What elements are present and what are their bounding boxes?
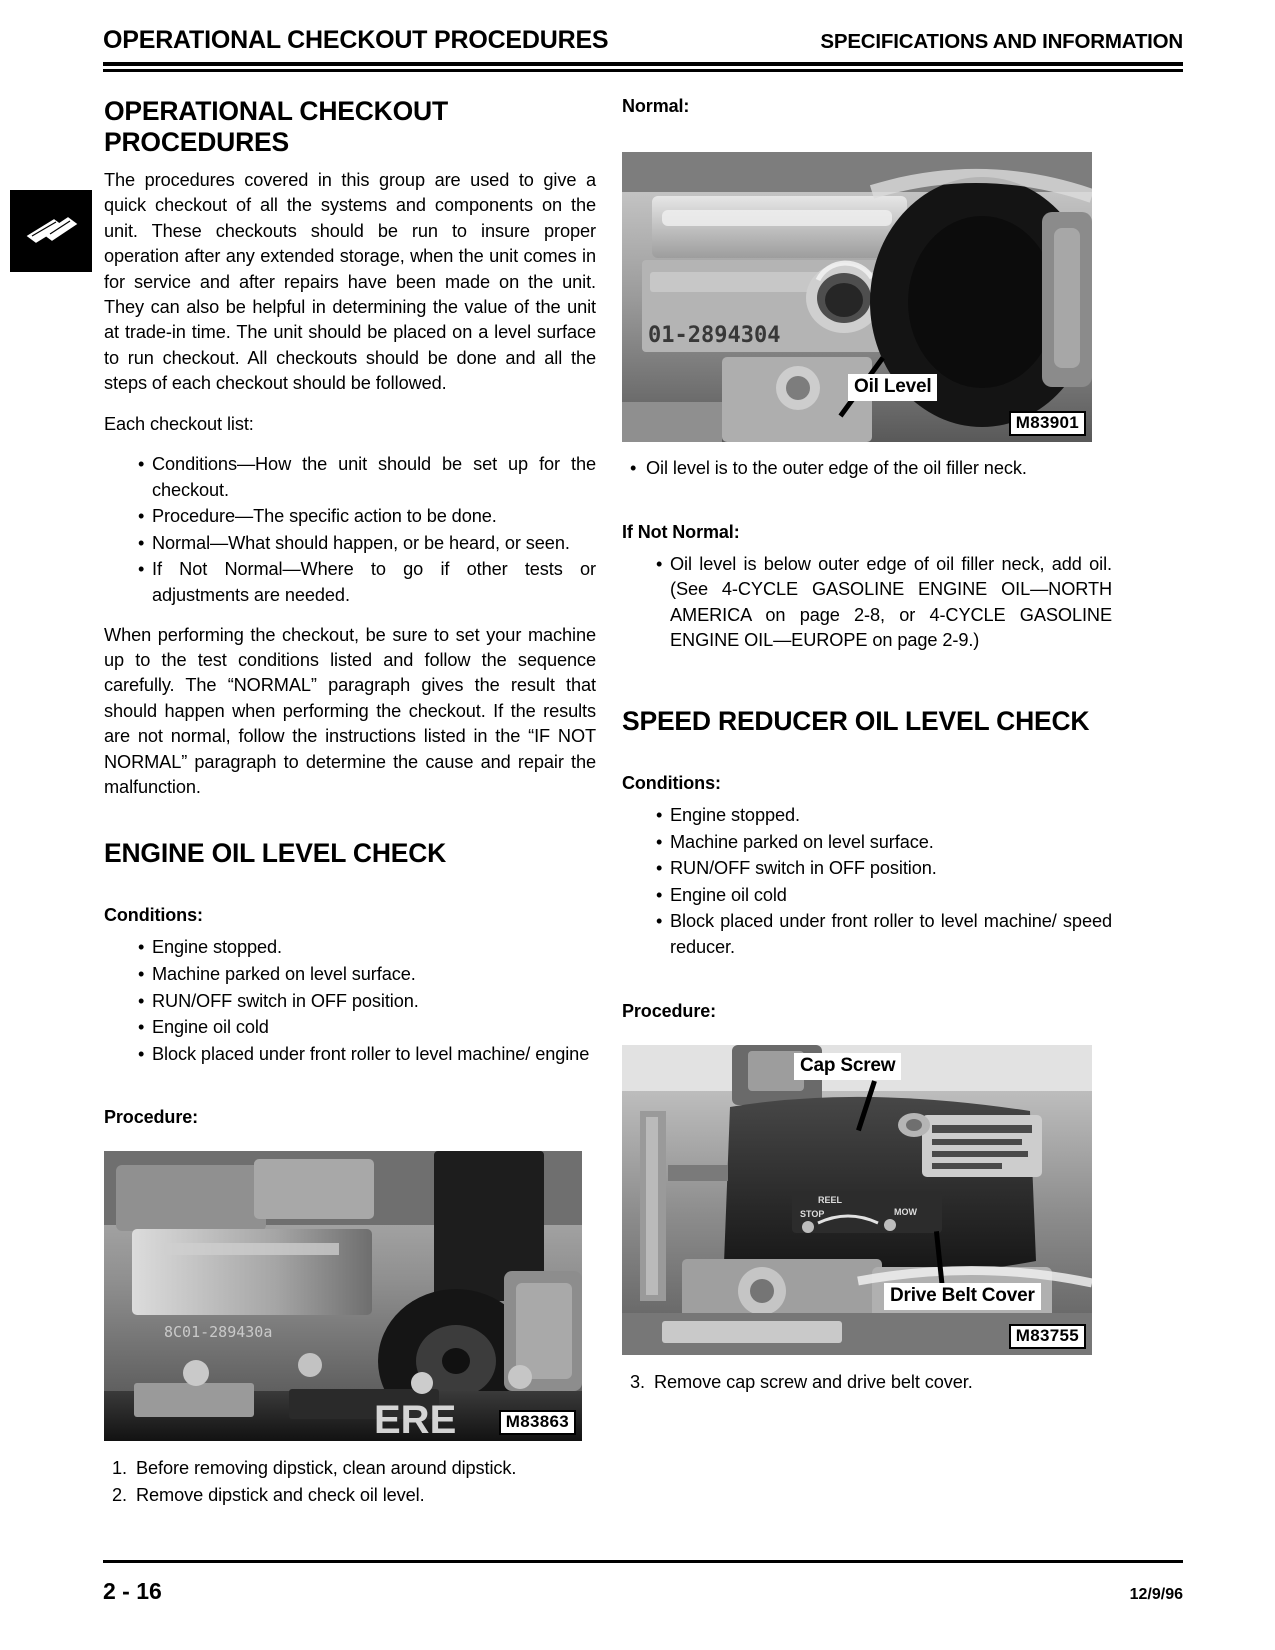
- engine-conditions-list: [130, 935, 596, 1067]
- list-item: • Oil level is to the outer edge of the oil filler neck.: [622, 456, 1112, 482]
- figure-id-label: M83755: [1009, 1324, 1086, 1349]
- right-column: [622, 96, 1112, 1396]
- svg-text:REEL: REEL: [818, 1194, 843, 1205]
- list-item: • Engine oil cold: [648, 883, 1112, 909]
- checkout-list-lead: Each checkout list:: [104, 413, 254, 434]
- figure-id-label: M83901: [1009, 411, 1086, 436]
- list-item: • RUN/OFF switch in OFF position.: [130, 989, 596, 1015]
- header-left-title: OPERATIONAL CHECKOUT PROCEDURES: [103, 26, 609, 54]
- list-item: • Engine oil cold: [130, 1015, 596, 1041]
- list-item: • Oil level is below outer edge of oil filler neck, add oil. (See 4-CYCLE GASOLINE ENGINE OIL—NORTH AMERICA on page 2-8, or 4-CYCLE GASOLINE ENGINE OIL—EUROPE on page 2-9.): [648, 552, 1112, 654]
- checkout-list: [130, 452, 596, 609]
- speed-reducer-conditions-list: [648, 803, 1112, 961]
- page-number: 2 - 16: [103, 1578, 162, 1604]
- engine-dipstick-photo: [104, 1151, 582, 1441]
- normal-result-list: [622, 456, 1112, 482]
- list-item: • Engine stopped.: [130, 935, 596, 961]
- oil-level-callout: Oil Level: [848, 374, 937, 401]
- svg-text:MOW: MOW: [894, 1206, 917, 1217]
- drive-belt-cover-callout: Drive Belt Cover: [884, 1283, 1041, 1310]
- step-number: 3.: [630, 1371, 645, 1392]
- list-item: • Block placed under front roller to level machine/ engine: [130, 1042, 596, 1068]
- conditions-label-right: Conditions:: [622, 772, 721, 793]
- list-item: [104, 1482, 596, 1509]
- list-item: • RUN/OFF switch in OFF position.: [648, 856, 1112, 882]
- header-right-title: SPECIFICATIONS AND INFORMATION: [820, 30, 1183, 53]
- svg-text:ERE: ERE: [374, 1398, 457, 1442]
- drive-belt-cover-photo: [622, 1045, 1092, 1355]
- list-item: • Procedure—The specific action to be done.: [130, 504, 596, 530]
- left-column: [104, 96, 596, 1509]
- closing-paragraph: When performing the checkout, be sure to set your machine up to the test conditions listed and follow the sequence carefully. The “NORMAL” paragraph gives the result that should happen when performing the checkout. If the results are not normal, follow the instructions listed in the “IF NOT NORMAL” paragraph to determine the cause and repair the malfunction.: [104, 624, 596, 798]
- normal-label: Normal:: [622, 96, 690, 116]
- list-item: • Conditions—How the unit should be set up for the checkout.: [130, 452, 596, 503]
- footer-rule: [103, 1560, 1183, 1563]
- step-text: Remove cap screw and drive belt cover.: [654, 1371, 973, 1392]
- svg-text:STOP: STOP: [800, 1208, 825, 1219]
- speed-reducer-procedure-steps: [622, 1369, 1112, 1396]
- if-not-normal-list: [648, 552, 1112, 654]
- engine-oil-level-check-title: ENGINE OIL LEVEL CHECK: [104, 838, 447, 869]
- figure-id-label: M83863: [499, 1410, 576, 1435]
- step-number: 2.: [112, 1485, 127, 1506]
- cap-screw-callout: Cap Screw: [794, 1053, 901, 1080]
- step-text: Before removing dipstick, clean around dipstick.: [136, 1458, 517, 1479]
- header-rule-top: [103, 62, 1183, 66]
- section-tab-marker: [10, 190, 92, 272]
- procedure-label-right: Procedure:: [622, 1000, 717, 1021]
- revision-date: 12/9/96: [1129, 1586, 1183, 1603]
- list-item: • Machine parked on level surface.: [130, 962, 596, 988]
- page-title: OPERATIONAL CHECKOUT PROCEDURES: [104, 96, 448, 157]
- svg-text:01-2894304: 01-2894304: [648, 323, 781, 348]
- step-number: 1.: [112, 1458, 127, 1479]
- page-header: [103, 26, 1183, 55]
- list-item: [104, 1455, 596, 1482]
- oil-filler-neck-photo: [622, 152, 1092, 442]
- page-footer: [103, 1578, 1183, 1605]
- procedure-label-left: Procedure:: [104, 1107, 199, 1128]
- header-rule-bottom: [103, 69, 1183, 72]
- intro-paragraph: The procedures covered in this group are used to give a quick checkout of all the systems and components on the unit. These checkouts should be run to insure proper operation after any extended storage, when the unit comes in for service and after repairs have been made on the unit. They can also be helpful in determining the value of the unit at trade-in time. The unit should be placed on a level surface to run checkout. All checkouts should be done and all the steps of each checkout should be followed.: [104, 170, 596, 394]
- list-item: [622, 1369, 1112, 1396]
- list-item: • Normal—What should happen, or be heard, or seen.: [130, 531, 596, 557]
- conditions-label-left: Conditions:: [104, 905, 203, 926]
- speed-reducer-oil-level-check-title: SPEED REDUCER OIL LEVEL CHECK: [622, 705, 1090, 736]
- svg-text:8C01-289430a: 8C01-289430a: [164, 1323, 273, 1342]
- list-item: • If Not Normal—Where to go if other tests or adjustments are needed.: [130, 557, 596, 608]
- engine-procedure-steps: [104, 1455, 596, 1509]
- step-text: Remove dipstick and check oil level.: [136, 1485, 425, 1506]
- list-item: • Engine stopped.: [648, 803, 1112, 829]
- list-item: • Machine parked on level surface.: [648, 830, 1112, 856]
- list-item: • Block placed under front roller to level machine/ speed reducer.: [648, 909, 1112, 960]
- if-not-normal-label: If Not Normal:: [622, 521, 740, 542]
